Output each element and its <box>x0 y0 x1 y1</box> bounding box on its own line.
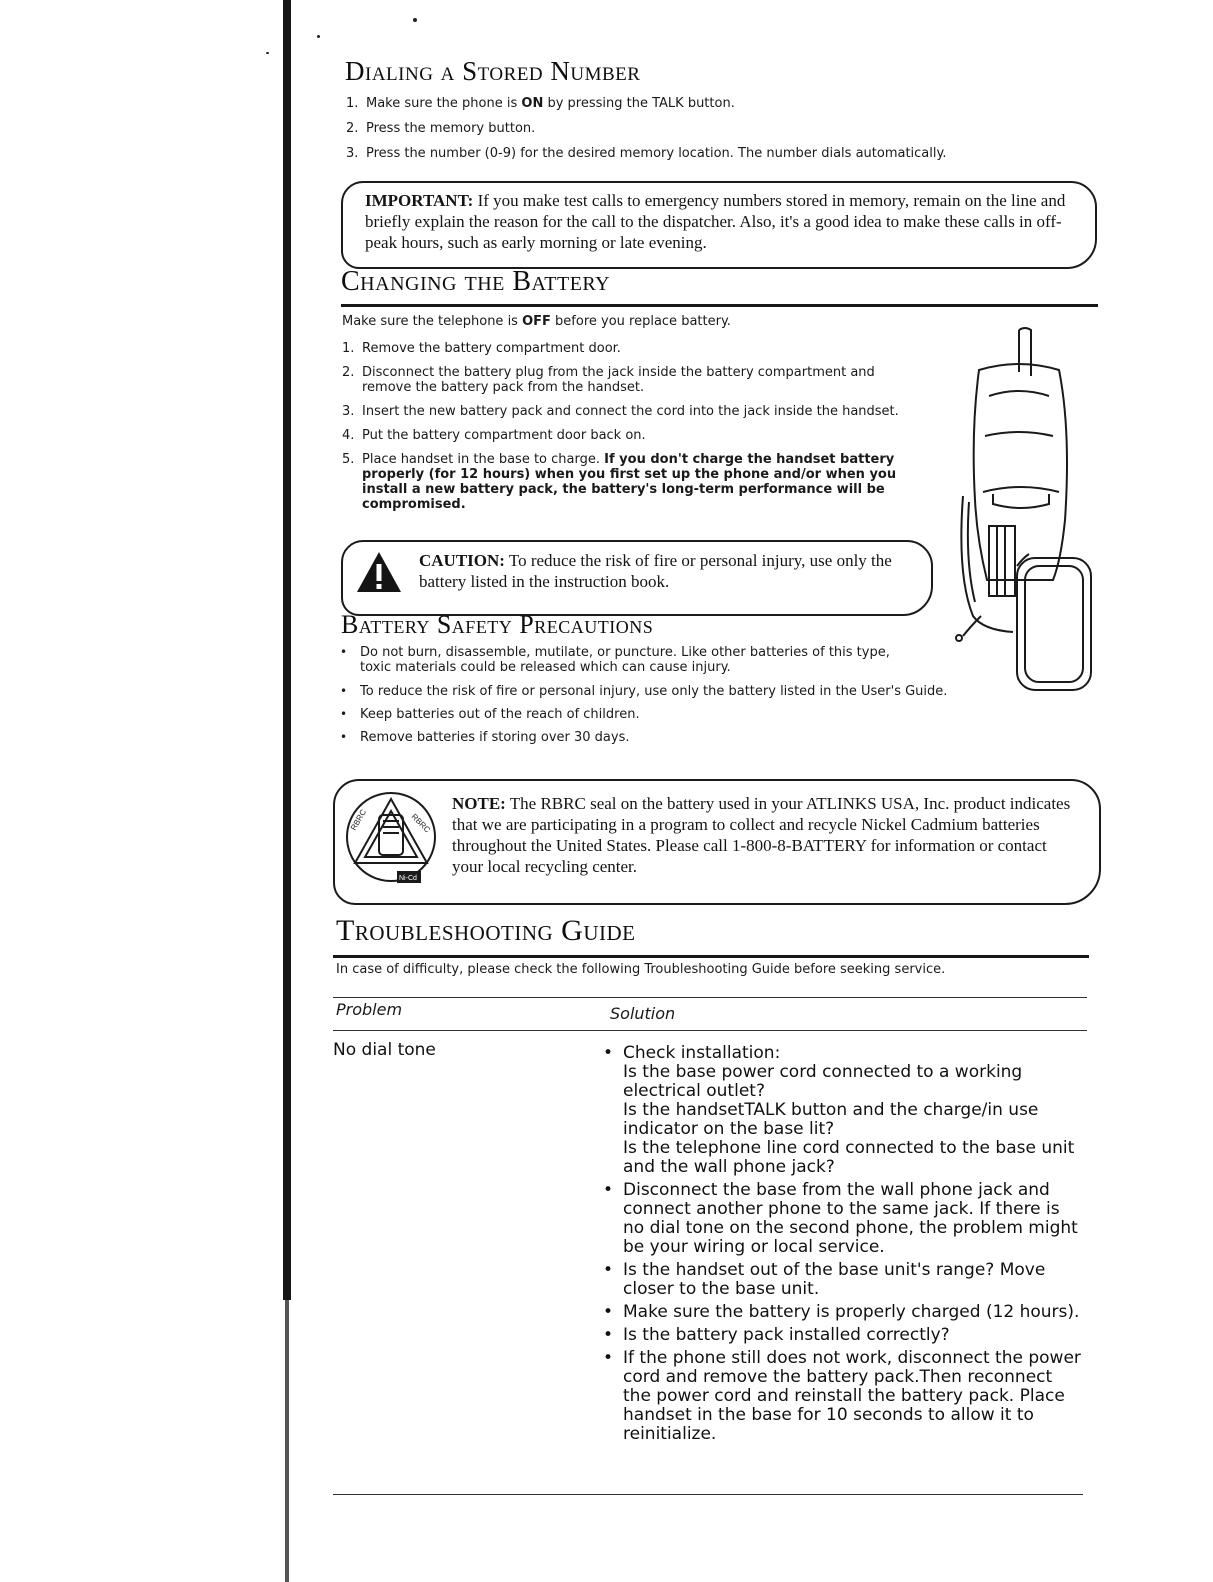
battery-step: 1. Remove the battery compartment door. <box>342 341 621 356</box>
dialing-steps <box>346 96 1106 170</box>
safety-item: • Do not burn, disassemble, mutilate, or puncture. Like other batteries of this type, toxic materials could be released which can cause injury. <box>336 645 961 675</box>
safety-title: Battery Safety Precautions <box>341 610 654 639</box>
important-text: IMPORTANT: If you make test calls to emergency numbers stored in memory, remain on the line and briefly explain the reason for the call to the dispatcher. Also, it's a good idea to make these calls in off-peak hours, such as early morning or late evening. <box>365 191 1066 252</box>
safety-list <box>336 645 961 753</box>
column-header-solution: Solution <box>610 1004 676 1023</box>
troubleshooting-intro: In case of difficulty, please check the following Troubleshooting Guide before seeking service. <box>336 962 946 977</box>
table-header-rule <box>333 1030 1087 1031</box>
note-text: NOTE: The RBRC seal on the battery used in your ATLINKS USA, Inc. product indicates that we are participating in a program to collect and recycle Nickel Cadmium batteries throughout the United States. Please call 1-800-8-BATTERY for information or contact your local recycling center. <box>452 794 1071 876</box>
safety-item: • To reduce the risk of fire or personal injury, use only the battery listed in the User's Guide. <box>336 684 961 699</box>
dialing-step: 1. Make sure the phone is ON by pressing the TALK button. <box>346 96 735 111</box>
dialing-title: Dialing a Stored Number <box>345 56 641 86</box>
battery-title: Changing the Battery <box>341 266 611 297</box>
table-top-rule <box>333 997 1087 998</box>
battery-step: 5. Place handset in the base to charge. If you don't charge the handset battery properly (for 12 hours) when you first set up the phone and/or when you install a new battery pack, the battery's long-term performance will be compromised. <box>342 452 897 512</box>
battery-step: 3. Insert the new battery pack and connect the cord into the jack inside the handset. <box>342 404 899 419</box>
battery-title-rule <box>341 304 1098 307</box>
column-header-problem: Problem <box>336 1000 403 1019</box>
table-bottom-rule <box>333 1494 1083 1495</box>
cordless-phone-illustration <box>945 326 1097 692</box>
svg-text:RBRC: RBRC <box>348 807 369 832</box>
svg-text:RBRC: RBRC <box>409 812 432 835</box>
caution-text: CAUTION: To reduce the risk of fire or personal injury, use only the battery listed in the instruction book. <box>419 551 892 591</box>
solution-item: • Is the battery pack installed correctly? <box>603 1326 1085 1345</box>
dialing-step: 3. Press the number (0-9) for the desired memory location. The number dials automatically. <box>346 146 947 161</box>
dialing-step: 2. Press the memory button. <box>346 121 536 136</box>
battery-step: 2. Disconnect the battery plug from the jack inside the battery compartment and remove the battery pack from the handset. <box>342 365 875 395</box>
battery-intro: Make sure the telephone is OFF before you replace battery. <box>342 314 731 329</box>
rbrc-recycling-seal-icon <box>341 787 441 887</box>
troubleshooting-title: Troubleshooting Guide <box>336 914 636 947</box>
solution-item: • Make sure the battery is properly charged (12 hours). <box>603 1303 1085 1322</box>
important-callout <box>341 181 1097 269</box>
caution-callout <box>341 540 933 616</box>
solution-item: • Check installation: Is the base power cord connected to a working electrical outlet? Is the handsetTALK button and the charge/in use indicator on the base lit? Is the telephone line cord connected to the base unit and the wall phone jack? <box>603 1044 1085 1177</box>
warning-triangle-icon <box>355 550 403 594</box>
solution-item: • Is the handset out of the base unit's range? Move closer to the base unit. <box>603 1261 1085 1299</box>
problem-cell: No dial tone <box>333 1040 436 1060</box>
safety-item: • Remove batteries if storing over 30 days. <box>336 730 961 745</box>
battery-step: 4. Put the battery compartment door back on. <box>342 428 646 443</box>
note-callout <box>333 779 1101 905</box>
troubleshooting-title-rule <box>333 955 1089 958</box>
battery-steps <box>342 341 922 521</box>
solution-item: • If the phone still does not work, disconnect the power cord and remove the battery pack.Then reconnect the power cord and reinstall the battery pack. Place handset in the base for 10 seconds to allow it to reinitialize. <box>603 1349 1085 1444</box>
solutions-list <box>603 1044 1085 1448</box>
solution-item: • Disconnect the base from the wall phone jack and connect another phone to the same jack. If there is no dial tone on the second phone, the problem might be your wiring or local service. <box>603 1181 1085 1257</box>
safety-item: • Keep batteries out of the reach of children. <box>336 707 961 722</box>
svg-text:Ni-Cd: Ni-Cd <box>399 875 417 882</box>
